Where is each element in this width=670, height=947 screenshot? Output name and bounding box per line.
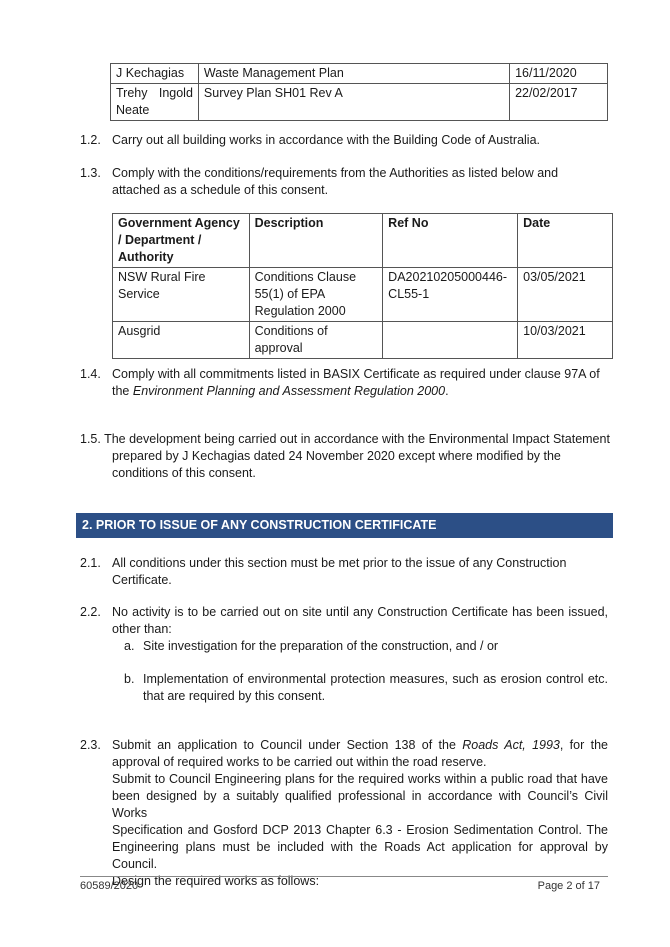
date-cell: 03/05/2021 [518,268,613,322]
item-line: Submit to Council Engineering plans for the required works within a public road that have [112,772,608,786]
item-line: other than: [112,622,172,636]
item-text [112,604,608,638]
table-row [113,268,613,322]
item-line: approval of required works to be carried out within the road reserve. [112,755,487,769]
item-line: 1.5. The development being carried out in accordance with the Environmental Impact Statement [80,432,610,446]
item-line: been designed by a suitably qualified professional in accordance with Council’s Civil Works [112,789,608,820]
sub-item-label: b. [124,672,135,686]
section-heading: 2. PRIOR TO ISSUE OF ANY CONSTRUCTION CERTIFICATE [76,513,613,538]
cell-line: DA20210205000446- [388,270,508,284]
item-line: Comply with all commitments listed in BASIX Certificate as required under clause 97A of [112,367,600,381]
item-line: Specification and Gosford DCP 2013 Chapter 6.3 - Erosion Sedimentation Control. The [112,823,608,837]
item-text [112,555,608,589]
column-header-agency [113,214,250,268]
date-cell: 16/11/2020 [510,64,608,84]
cell-line: CL55-1 [388,287,430,301]
table-row [113,322,613,359]
text-span: , for the [559,738,608,752]
item-line: All conditions under this section must be met prior to the issue of any Construction [112,556,567,570]
header-line: Authority [118,250,174,264]
column-header-description: Description [249,214,383,268]
date-cell: 10/03/2021 [518,322,613,359]
item-line: No activity is to be carried out on site until any Construction Certificate has been issued, [112,605,608,619]
text-span: Submit an application to Council under Section 138 of the [112,738,463,752]
item-line: prepared by J Kechagias dated 24 November 2020 except where modified by the [112,449,561,463]
sub-item-text [143,671,608,705]
item-line: that are required by this consent. [143,689,326,703]
item-text [112,366,608,400]
item-line [112,383,608,400]
regulation-title: Environment Planning and Assessment Regulation 2000 [132,384,446,398]
footer-reference: 60589/2020 [80,880,139,892]
column-header-date: Date [518,214,613,268]
text-span: . [445,384,449,398]
item-number: 2.1. [80,556,101,570]
author-line: Neate [116,103,150,117]
author-cell [111,84,199,121]
document-cell: Waste Management Plan [198,64,509,84]
item-number: 1.3. [80,166,101,180]
author-line: Trehy Ingold [116,86,193,100]
item-text: Carry out all building works in accordance with the Building Code of Australia. [112,133,541,147]
cell-line: approval [254,341,303,355]
description-cell [249,268,383,322]
item-line: Engineering plans must be included with the Roads Act application for approval by [112,840,608,854]
item-line: conditions of this consent. [112,466,256,480]
table-row [111,84,608,121]
item-line: Comply with the conditions/requirements from the Authorities as listed below and [112,166,559,180]
documents-table [110,63,608,121]
column-header-ref: Ref No [383,214,518,268]
item-number: 2.3. [80,738,101,752]
item-text [112,737,608,890]
cell-line: Regulation 2000 [254,304,346,318]
date-cell: 22/02/2017 [510,84,608,121]
item-line: Design the required works as follows: [112,874,320,888]
author-cell: J Kechagias [111,64,199,84]
sub-item-text: Site investigation for the preparation of the construction, and / or [143,639,499,653]
item-number: 1.4. [80,367,101,381]
agency-cell: NSW Rural Fire Service [113,268,250,322]
cell-line: 55(1) of EPA [254,287,326,301]
agency-cell: Ausgrid [113,322,250,359]
header-line: Government Agency [118,216,240,230]
item-line: Implementation of environmental protection measures, such as erosion control etc. [143,672,608,686]
item-line [112,737,608,754]
text-span: the [112,384,133,398]
table-row [111,64,608,84]
ref-cell [383,322,518,359]
document-cell: Survey Plan SH01 Rev A [198,84,509,121]
item-line: Certificate. [112,573,172,587]
item-line: Council. [112,857,158,871]
authorities-table [112,213,613,359]
item-text [112,165,608,199]
description-cell [249,322,383,359]
cell-line: Conditions Clause [254,270,357,284]
table-header-row [113,214,613,268]
header-line: / Department / [118,233,202,247]
item-line: attached as a schedule of this consent. [112,183,329,197]
item-number: 2.2. [80,605,101,619]
cell-line: Conditions of [254,324,328,338]
item-number: 1.2. [80,133,101,147]
act-title: Roads Act, 1993 [462,738,560,752]
footer-divider [80,876,608,877]
item-1-5 [80,431,610,482]
page-number: Page 2 of 17 [537,880,600,892]
sub-item-label: a. [124,639,135,653]
ref-cell [383,268,518,322]
